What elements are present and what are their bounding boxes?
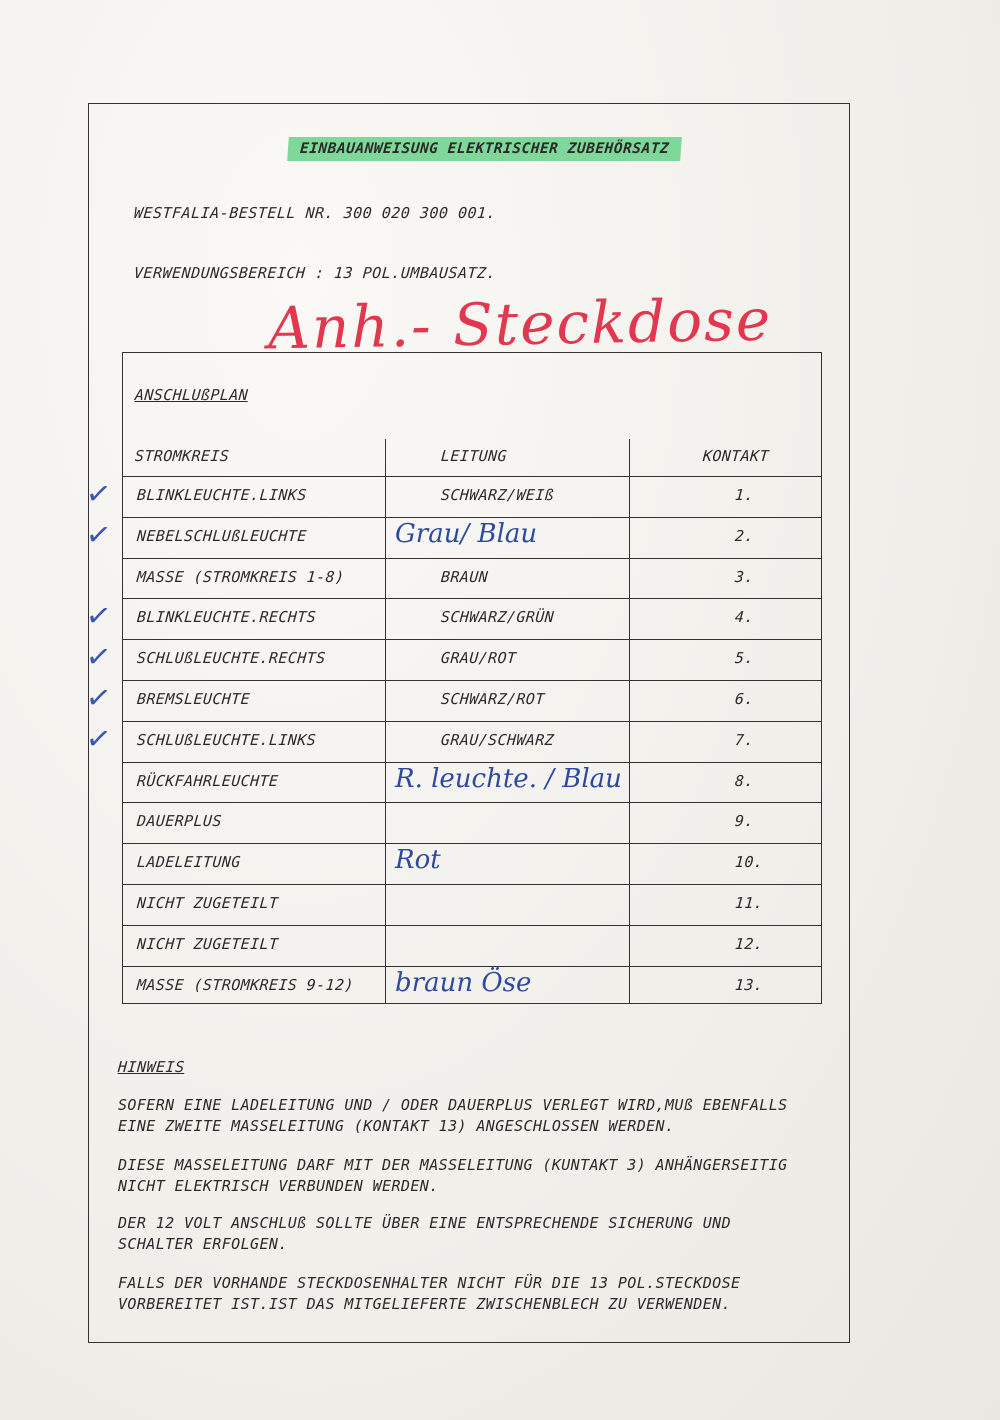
col-header-contact: KONTAKT: [702, 447, 770, 465]
check-mark-icon: ✓: [83, 516, 114, 555]
cell-circuit: SCHLUßLEUCHTE.RECHTS: [136, 649, 327, 668]
order-number: WESTFALIA-BESTELL NR. 300 020 300 001.: [133, 204, 497, 222]
row-divider: [123, 762, 821, 763]
note-3-line-1: DER 12 VOLT ANSCHLUß SOLLTE ÜBER EINE ENTSPRECHENDE SICHERUNG UND: [118, 1214, 731, 1232]
note-4-line-1: FALLS DER VORHANDE STECKDOSENHALTER NICHT FÜR DIE 13 POL.STECKDOSE: [118, 1274, 741, 1292]
cell-contact: 13.: [734, 975, 764, 994]
notes-heading: HINWEIS: [117, 1058, 186, 1076]
cell-wire: GRAU/SCHWARZ: [440, 730, 555, 749]
note-3-line-2: SCHALTER ERFOLGEN.: [118, 1235, 288, 1253]
cell-contact: 3.: [734, 567, 755, 586]
cell-circuit: LADELEITUNG: [136, 853, 242, 872]
wiring-table: [122, 352, 822, 1004]
note-paragraph-1: [118, 1095, 788, 1137]
cell-wire: SCHWARZ/WEIß: [440, 486, 555, 504]
cell-circuit: RÜCKFAHRLEUCHTE: [136, 771, 280, 790]
check-mark-icon: ✓: [83, 679, 114, 718]
cell-contact: 2.: [734, 526, 755, 545]
check-mark-icon: ✓: [83, 638, 114, 677]
handwritten-wire-note: braun Öse: [395, 967, 532, 998]
note-paragraph-4: [118, 1273, 740, 1315]
note-paragraph-2: [118, 1155, 788, 1197]
cell-wire: GRAU/ROT: [440, 649, 518, 668]
cell-contact: 11.: [734, 894, 764, 912]
check-mark-icon: ✓: [83, 597, 114, 636]
cell-contact: 10.: [734, 853, 764, 872]
cell-contact: 4.: [734, 608, 755, 627]
cell-circuit: MASSE (STROMKREIS 9-12): [136, 975, 355, 994]
row-divider: [123, 639, 821, 640]
row-divider: [123, 721, 821, 722]
row-divider: [123, 802, 821, 803]
cell-circuit: DAUERPLUS: [136, 812, 223, 831]
note-1-line-1: SOFERN EINE LADELEITUNG UND / ODER DAUERPLUS VERLEGT WIRD,MUß EBENFALLS: [118, 1096, 788, 1114]
note-paragraph-3: [118, 1213, 731, 1255]
row-divider: [123, 966, 821, 967]
cell-wire: BRAUN: [440, 567, 489, 586]
usage-area: VERWENDUNGSBEREICH : 13 POL.UMBAUSATZ.: [133, 264, 497, 282]
note-2-line-1: DIESE MASSELEITUNG DARF MIT DER MASSELEITUNG (KUNTAKT 3) ANHÄNGERSEITIG: [118, 1156, 788, 1174]
check-mark-icon: ✓: [83, 720, 114, 759]
handwritten-wire-note: Rot: [395, 845, 441, 876]
row-divider: [123, 558, 821, 559]
cell-wire: SCHWARZ/ROT: [440, 690, 546, 708]
note-2-line-2: NICHT ELEKTRISCH VERBUNDEN WERDEN.: [118, 1177, 439, 1195]
row-divider: [123, 884, 821, 885]
row-divider: [123, 843, 821, 844]
row-divider: [123, 517, 821, 518]
cell-contact: 7.: [734, 730, 755, 749]
row-divider: [123, 680, 821, 681]
cell-circuit: NICHT ZUGETEILT: [136, 894, 280, 912]
document-title: EINBAUANWEISUNG ELEKTRISCHER ZUBEHÖRSATZ: [287, 137, 682, 161]
cell-contact: 6.: [734, 690, 755, 708]
check-mark-icon: ✓: [83, 475, 114, 514]
cell-contact: 1.: [734, 486, 755, 504]
handwritten-wire-note: R. leuchte. / Blau: [395, 763, 622, 794]
cell-circuit: SCHLUßLEUCHTE.LINKS: [136, 730, 317, 749]
cell-contact: 5.: [734, 649, 755, 668]
cell-circuit: BLINKLEUCHTE.LINKS: [136, 486, 308, 504]
cell-circuit: BLINKLEUCHTE.RECHTS: [136, 608, 317, 627]
note-4-line-2: VORBEREITET IST.IST DAS MITGELIEFERTE ZWISCHENBLECH ZU VERWENDEN.: [118, 1295, 731, 1313]
table-caption: ANSCHLUßPLAN: [134, 386, 249, 404]
handwritten-note-red: Anh.- Steckdose: [267, 285, 773, 363]
row-divider: [123, 925, 821, 926]
col-header-wire: LEITUNG: [440, 447, 508, 465]
col-header-circuit: STROMKREIS: [134, 447, 230, 465]
cell-contact: 9.: [734, 812, 755, 831]
cell-contact: 12.: [734, 934, 764, 953]
cell-circuit: NEBELSCHLUßLEUCHTE: [136, 526, 308, 545]
note-1-line-2: EINE ZWEITE MASSELEITUNG (KONTAKT 13) ANGESCHLOSSEN WERDEN.: [118, 1117, 675, 1135]
cell-wire: SCHWARZ/GRÜN: [440, 608, 555, 627]
cell-contact: 8.: [734, 771, 755, 790]
row-divider: [123, 598, 821, 599]
handwritten-wire-note: Grau/ Blau: [395, 518, 538, 549]
cell-circuit: BREMSLEUCHTE: [136, 690, 251, 708]
row-divider: [123, 476, 821, 477]
cell-circuit: NICHT ZUGETEILT: [136, 934, 280, 953]
cell-circuit: MASSE (STROMKREIS 1-8): [136, 567, 346, 586]
